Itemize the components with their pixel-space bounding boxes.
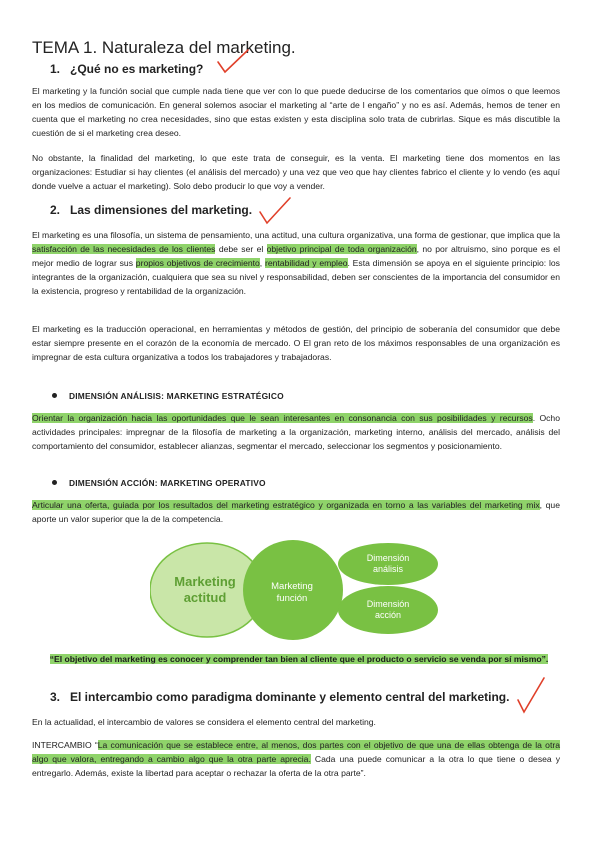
highlight: objetivo principal de toda organización bbox=[266, 244, 417, 254]
page-title: TEMA 1. Naturaleza del marketing. bbox=[32, 38, 296, 57]
highlight: propios objetivos de crecimiento bbox=[135, 258, 260, 268]
section-heading-2: 2. Las dimensiones del marketing. bbox=[50, 203, 253, 217]
paragraph-6: Articular una oferta, guiada por los resultados del marketing estratégico y organizada en torno a las variables del marketing mix, que aporte un valor superior que la de la competencia. bbox=[32, 500, 560, 524]
circle-label: acción bbox=[374, 610, 402, 620]
circle-label: Dimensión bbox=[366, 599, 410, 609]
bullet-dot-icon bbox=[52, 480, 57, 485]
highlight: Orientar la organización hacia las oportunidades que le sean interesantes en consonancia con sus posibilidades y recursos bbox=[32, 413, 533, 423]
paragraph-8: INTERCAMBIO “La comunicación que se establece entre, al menos, dos partes con el objetivo de que una de ellas obtenga de la otra algo que valora, entregando a cambio algo que la otra parte aprecia. Cada una puede comunicar a la otra lo que tiene o desea y entregarlo. Además, existe la libertad para aceptar o rechazar la oferta de la otra parte”. bbox=[32, 740, 561, 778]
highlight: rentabilidad y empleo bbox=[264, 258, 348, 268]
check-mark-icon bbox=[258, 196, 292, 226]
circle-label: actitud bbox=[183, 590, 227, 605]
quote bbox=[40, 653, 558, 666]
circle-label: Dimensión bbox=[366, 553, 410, 563]
circle-label: Marketing bbox=[174, 574, 236, 589]
paragraph-5: Orientar la organización hacia las oportunidades que le sean interesantes en consonancia con sus posibilidades y recursos. Ocho actividades principales: impregnar de la filosofía de marketing a la organización, marketing interno, análisis del mercado, análisis del comportamiento del consumidor, establecer alianzas, segmentar el mercado, seleccionar los segmentos y posicionamiento. bbox=[32, 413, 560, 451]
paragraph-7: En la actualidad, el intercambio de valores se considera el elemento central del marketing. bbox=[32, 717, 376, 727]
circle-label: función bbox=[276, 593, 308, 604]
highlight: satisfacción de las necesidades de los clientes bbox=[32, 244, 216, 254]
circle-label: Marketing bbox=[271, 581, 313, 592]
bullet-operative: DIMENSIÓN ACCIÓN: MARKETING OPERATIVO bbox=[52, 478, 266, 488]
paragraph-1: El marketing y la función social que cumple nada tiene que ver con lo que puede deducirse de los comentarios que oímos o que leemos en los medios de comunicación. En general solemos asociar el marketing al “arte de l engaño” y no es así. Además, hemos de tener en cuenta que el marketing no crea necesidades, sino que estas existen y esta disciplina solo trata de cubrirlas. Sique es más discutible la cuestión de si el marketing crea deseo. bbox=[32, 86, 560, 138]
paragraph-4: El marketing es la traducción operacional, en herramientas y métodos de gestión, del principio de soberanía del consumidor que debe estar siempre presente en el corazón de la economía de mercado. O El gran reto de los máximos responsables de una organización es impregnar de esta cultura organizativa a todos los trabajadores y trabajadoras. bbox=[32, 324, 560, 362]
marketing-dimensions-diagram bbox=[150, 540, 446, 642]
paragraph-3: El marketing es una filosofía, un sistema de pensamiento, una actitud, una cultura organizativa, una forma de gestionar, que implica que la satisfacción de las necesidades de los clientes debe ser el objetivo principal de toda organización, no por altruismo, sino porque es el mejor medio de lograr sus propios objetivos de crecimiento, rentabilidad y empleo. Esta dimensión se apoya en el siguiente principio: los integrantes de la organización, cualquiera que sea su nivel y responsabilidad, deben ser conscientes de la importancia del consumidor en la existencia, progreso y rentabilidad de la organización. bbox=[32, 230, 560, 296]
highlight: Articular una oferta, guiada por los resultados del marketing estratégico y organizada en torno a las variables del marketing mix bbox=[32, 500, 540, 510]
paragraph-2: No obstante, la finalidad del marketing, lo que este trata de conseguir, es la venta. El marketing tiene dos momentos en las organizaciones: Estudiar si hay clientes (el análisis del mercado) y una vez que veo que hay clientes fabrico el cliente y lo vendo (es aquí donde vuelve a actuar el marketing). Solo debo producir lo que voy a vender. bbox=[32, 153, 560, 191]
bullet-dot-icon bbox=[52, 393, 57, 398]
highlight: “El objetivo del marketing es conocer y comprender tan bien al cliente que el producto o servicio se venda por sí mismo”. bbox=[49, 654, 549, 664]
section-heading-3: 3. El intercambio como paradigma dominante y elemento central del marketing. bbox=[50, 690, 510, 704]
section-heading-1: 1. ¿Qué no es marketing? bbox=[50, 62, 204, 76]
circle-label: análisis bbox=[372, 564, 404, 574]
check-mark-icon bbox=[216, 48, 250, 76]
check-mark-icon bbox=[516, 676, 546, 716]
highlight: La comunicación que se establece entre, al menos, dos partes con el objetivo de que una de ellas obtenga de la otra algo que valora, entregando a cambio algo que la otra parte aprecia. bbox=[32, 740, 560, 764]
bullet-strategic: DIMENSIÓN ANÁLISIS: MARKETING ESTRATÉGICO bbox=[52, 391, 284, 401]
